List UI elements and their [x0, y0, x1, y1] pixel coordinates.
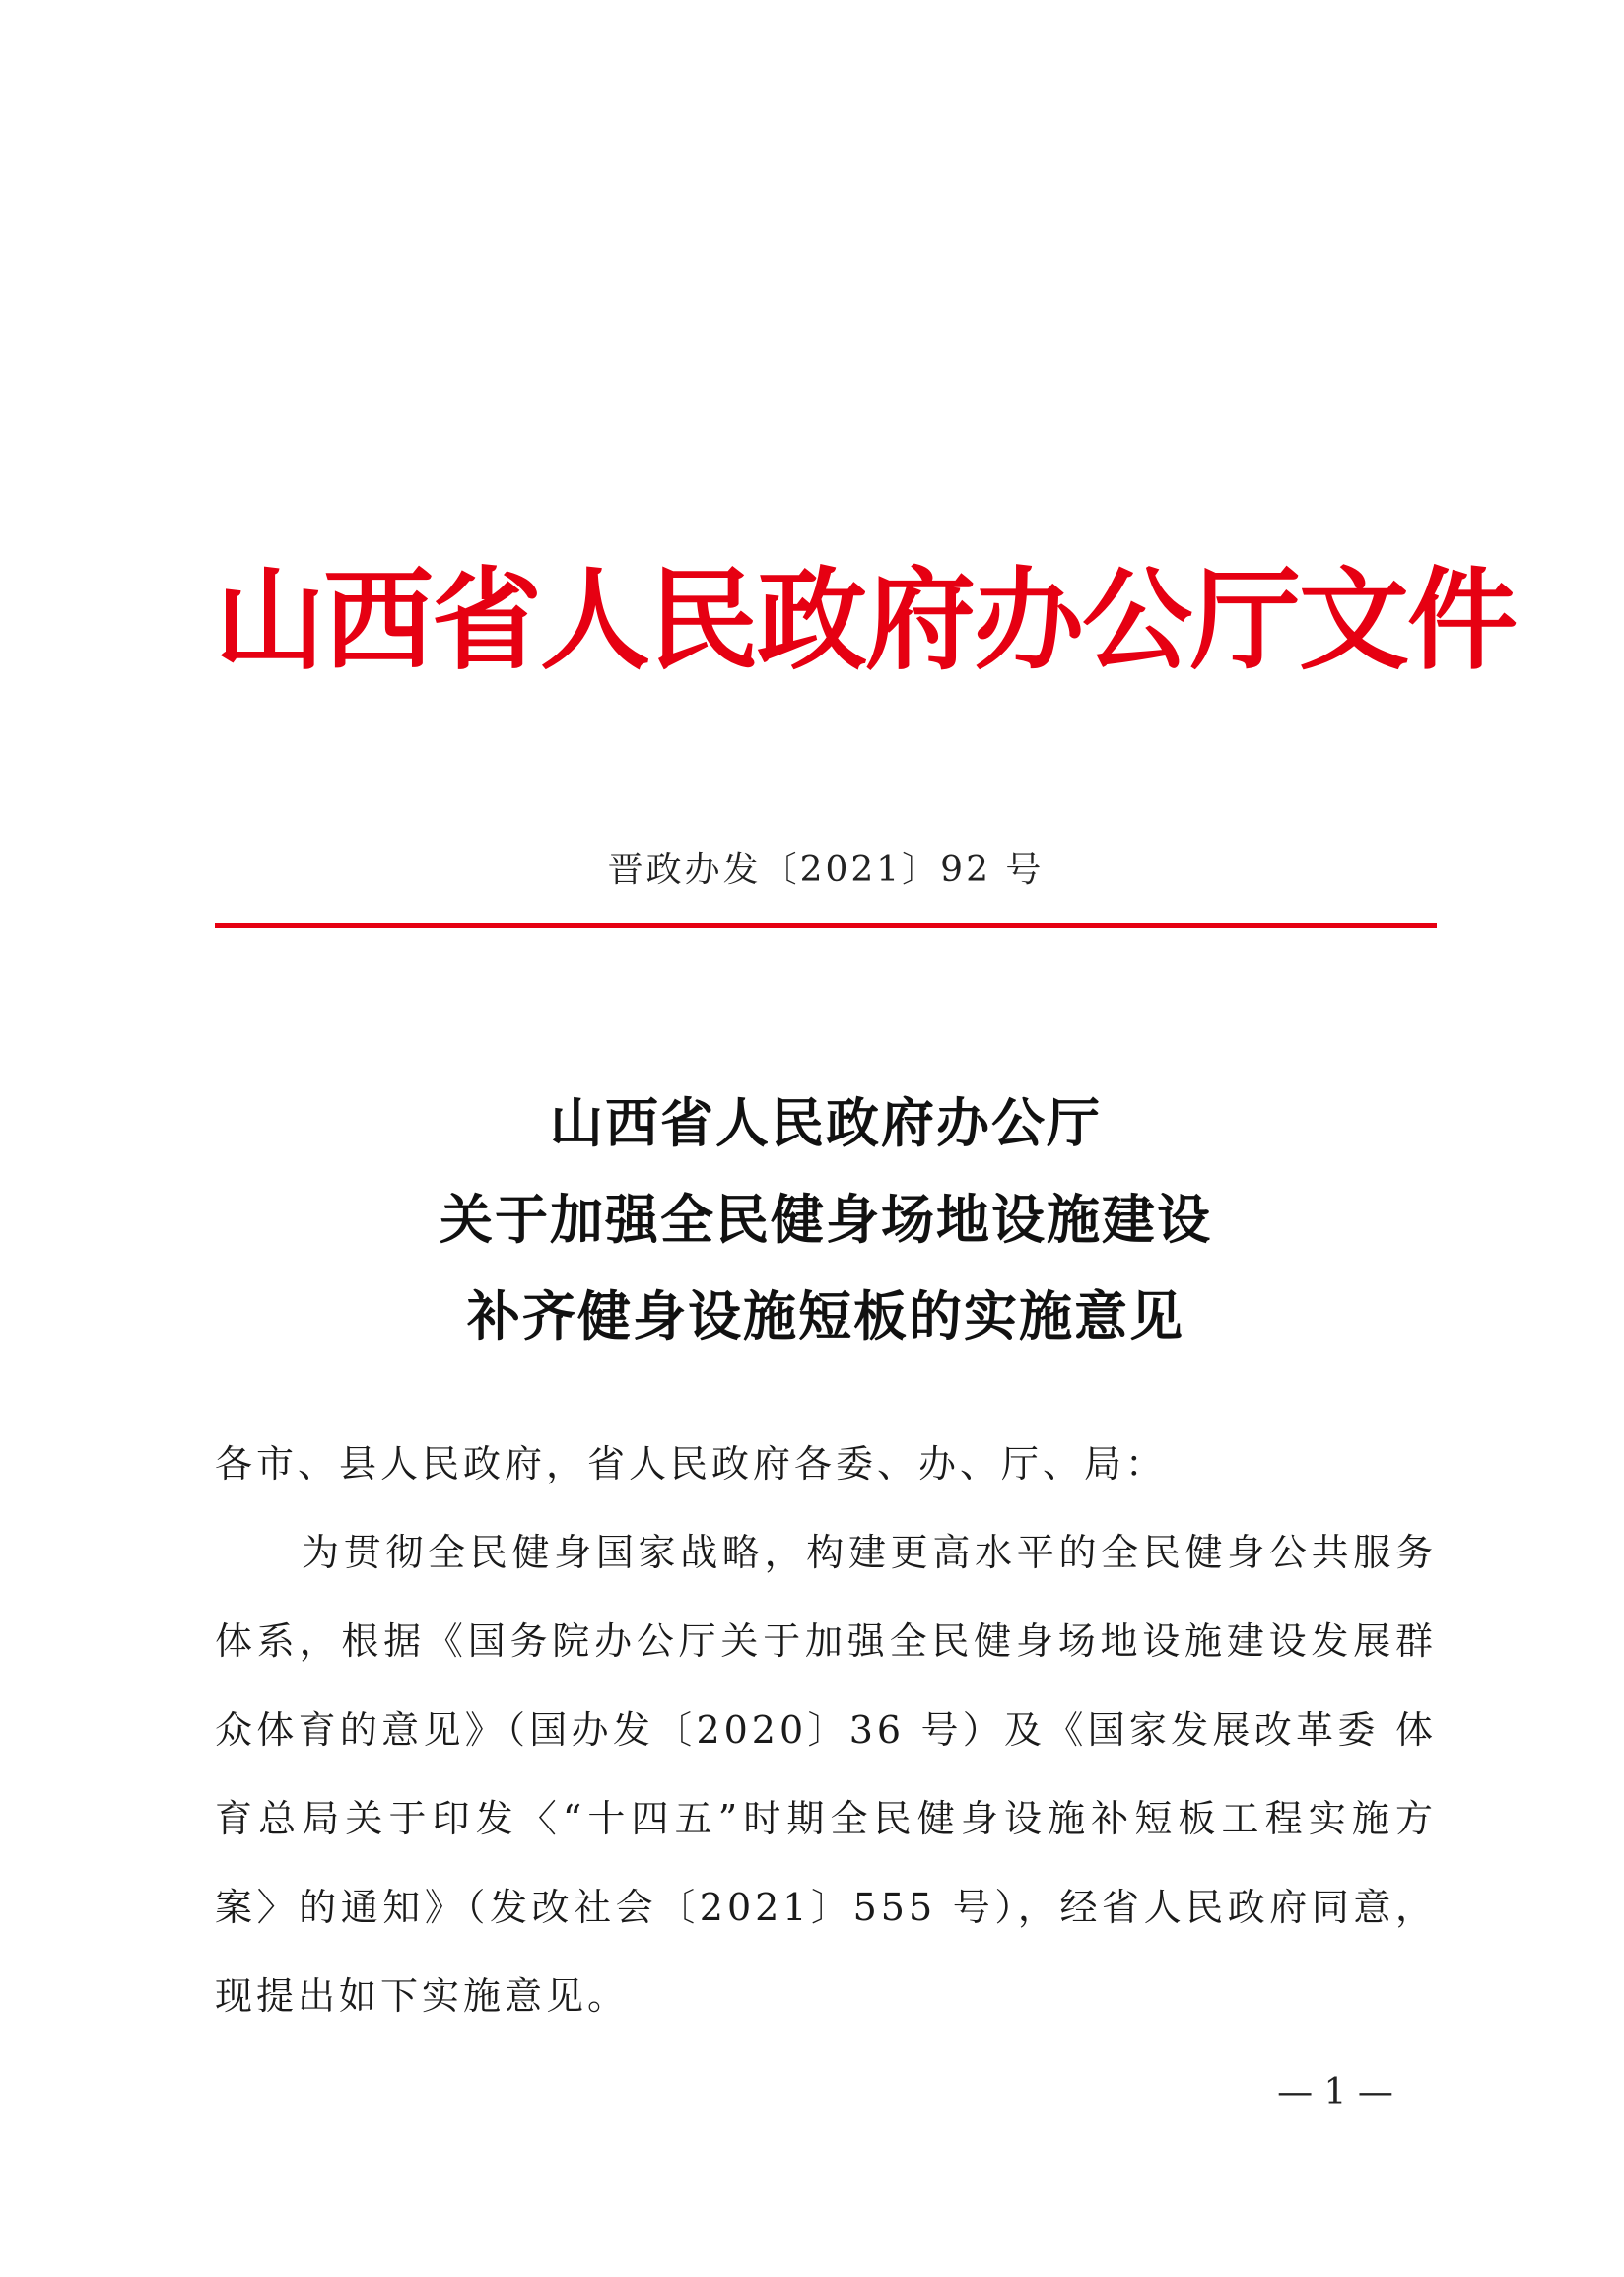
title-line-3: 补齐健身设施短板的实施意见 [467, 1284, 1184, 1347]
body-paragraph: 为贯彻全民健身国家战略，构建更高水平的全民健身公共服务体系，根据《国务院办公厅关于加强全民健身场地设施建设发展群众体育的意见》（国办发〔2020〕36 号）及《国家发展改革委 体育总局关于印发〈“十四五”时期全民健身设施补短板工程实施方案〉的通知》（发改社会〔2021〕555 号），经省人民政府同意，现提出如下实施意见。 [215, 1531, 1437, 2018]
red-separator-line [215, 923, 1437, 928]
title-line-2: 关于加强全民健身场地设施建设 [440, 1188, 1212, 1251]
document-number: 晋政办发〔2021〕92 号 [607, 850, 1045, 890]
title-line-1: 山西省人民政府办公厅 [550, 1091, 1102, 1154]
masthead-title: 山西省人民政府办公厅文件 [215, 556, 1516, 685]
page-number: — 1 — [1277, 2072, 1393, 2112]
document-body [215, 1419, 1437, 2040]
salutation: 各市、县人民政府，省人民政府各委、办、厅、局： [215, 1442, 1168, 1485]
document-title [215, 1074, 1437, 1364]
